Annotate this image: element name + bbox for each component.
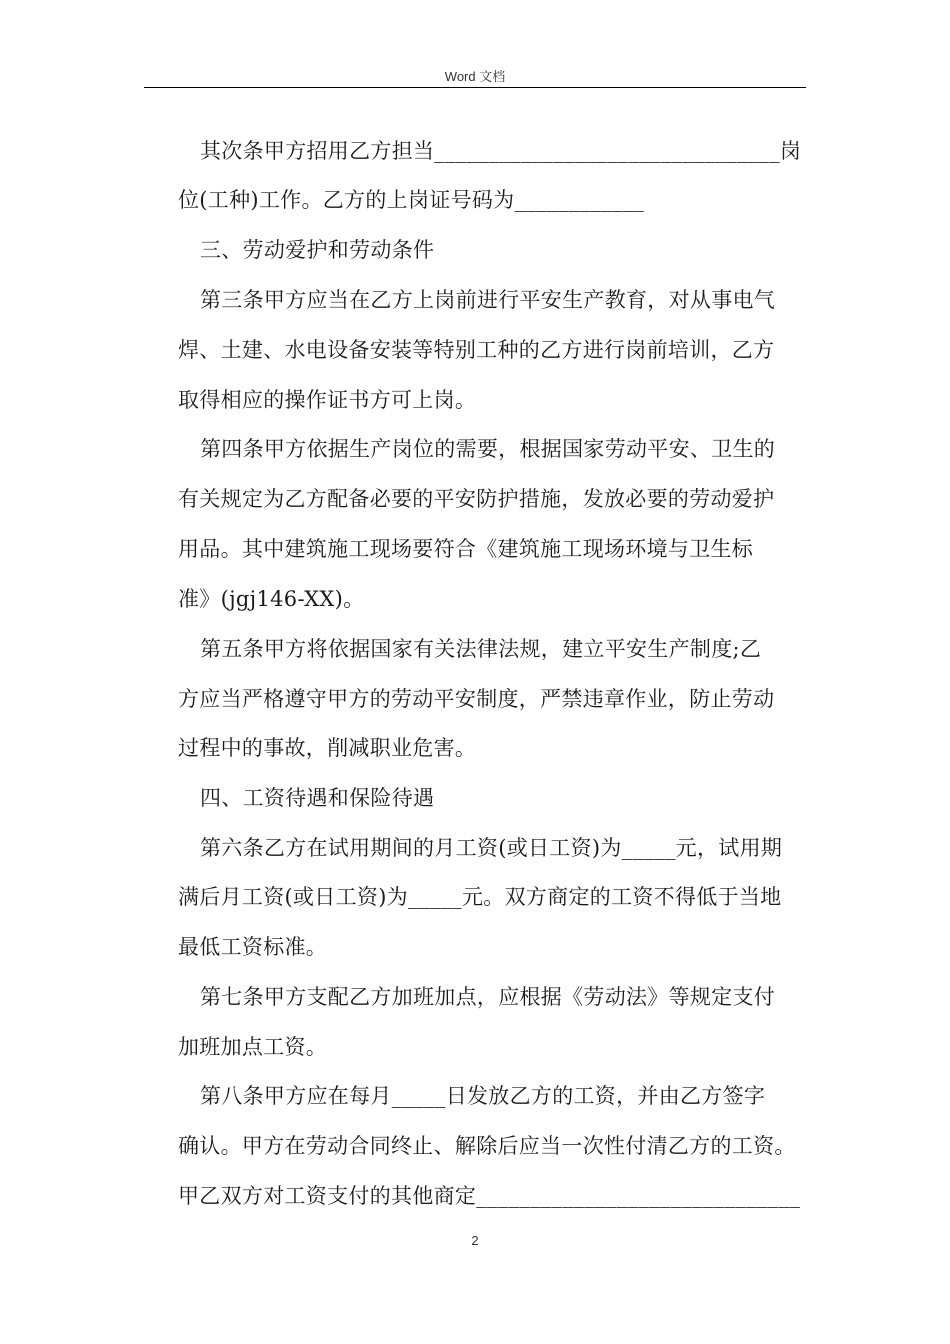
text-line: 位(工种)工作。乙方的上岗证号码为____________ bbox=[178, 188, 645, 212]
text-line: 第三条甲方应当在乙方上岗前进行平安生产教育，对从事电气 bbox=[200, 288, 776, 312]
page-number: 2 bbox=[471, 1233, 479, 1248]
text-line: 四、工资待遇和保险待遇 bbox=[200, 786, 435, 810]
text-line: 第四条甲方依据生产岗位的需要，根据国家劳动平安、卫生的 bbox=[200, 437, 776, 461]
page-header-title: Word 文档 bbox=[444, 69, 506, 84]
text-line: 第七条甲方支配乙方加班加点，应根据《劳动法》等规定支付 bbox=[200, 985, 776, 1009]
text-line: 焊、土建、水电设备安装等特别工种的乙方进行岗前培训，乙方 bbox=[178, 338, 775, 362]
text-line: 有关规定为乙方配备必要的平安防护措施，发放必要的劳动爱护 bbox=[178, 487, 775, 511]
text-line: 三、劳动爱护和劳动条件 bbox=[200, 238, 435, 262]
text-line: 第五条甲方将依据国家有关法律法规，建立平安生产制度;乙 bbox=[200, 637, 762, 661]
text-line: 过程中的事故，削减职业危害。 bbox=[178, 736, 477, 760]
text-line: 方应当严格遵守甲方的劳动平安制度，严禁违章作业，防止劳动 bbox=[178, 687, 775, 711]
text-line: 满后月工资(或日工资)为_____元。双方商定的工资不得低于当地 bbox=[178, 885, 782, 909]
text-line: 甲乙双方对工资支付的其他商定______________________________ bbox=[178, 1184, 801, 1208]
text-line: 第八条甲方应在每月_____日发放乙方的工资，并由乙方签字 bbox=[200, 1084, 766, 1108]
text-line: 确认。甲方在劳动合同终止、解除后应当一次性付清乙方的工资。 bbox=[178, 1134, 796, 1158]
text-line: 取得相应的操作证书方可上岗。 bbox=[178, 388, 477, 412]
text-line: 最低工资标准。 bbox=[178, 935, 328, 959]
text-line: 用品。其中建筑施工现场要符合《建筑施工现场环境与卫生标 bbox=[178, 537, 754, 561]
text-line: 第六条乙方在试用期间的月工资(或日工资)为_____元，试用期 bbox=[200, 836, 783, 860]
text-line: 其次条甲方招用乙方担当________________________________岗 bbox=[200, 139, 802, 163]
text-line: 准》(jgj146-XX)。 bbox=[178, 587, 365, 611]
text-line: 加班加点工资。 bbox=[178, 1035, 328, 1059]
header-divider bbox=[144, 87, 806, 88]
